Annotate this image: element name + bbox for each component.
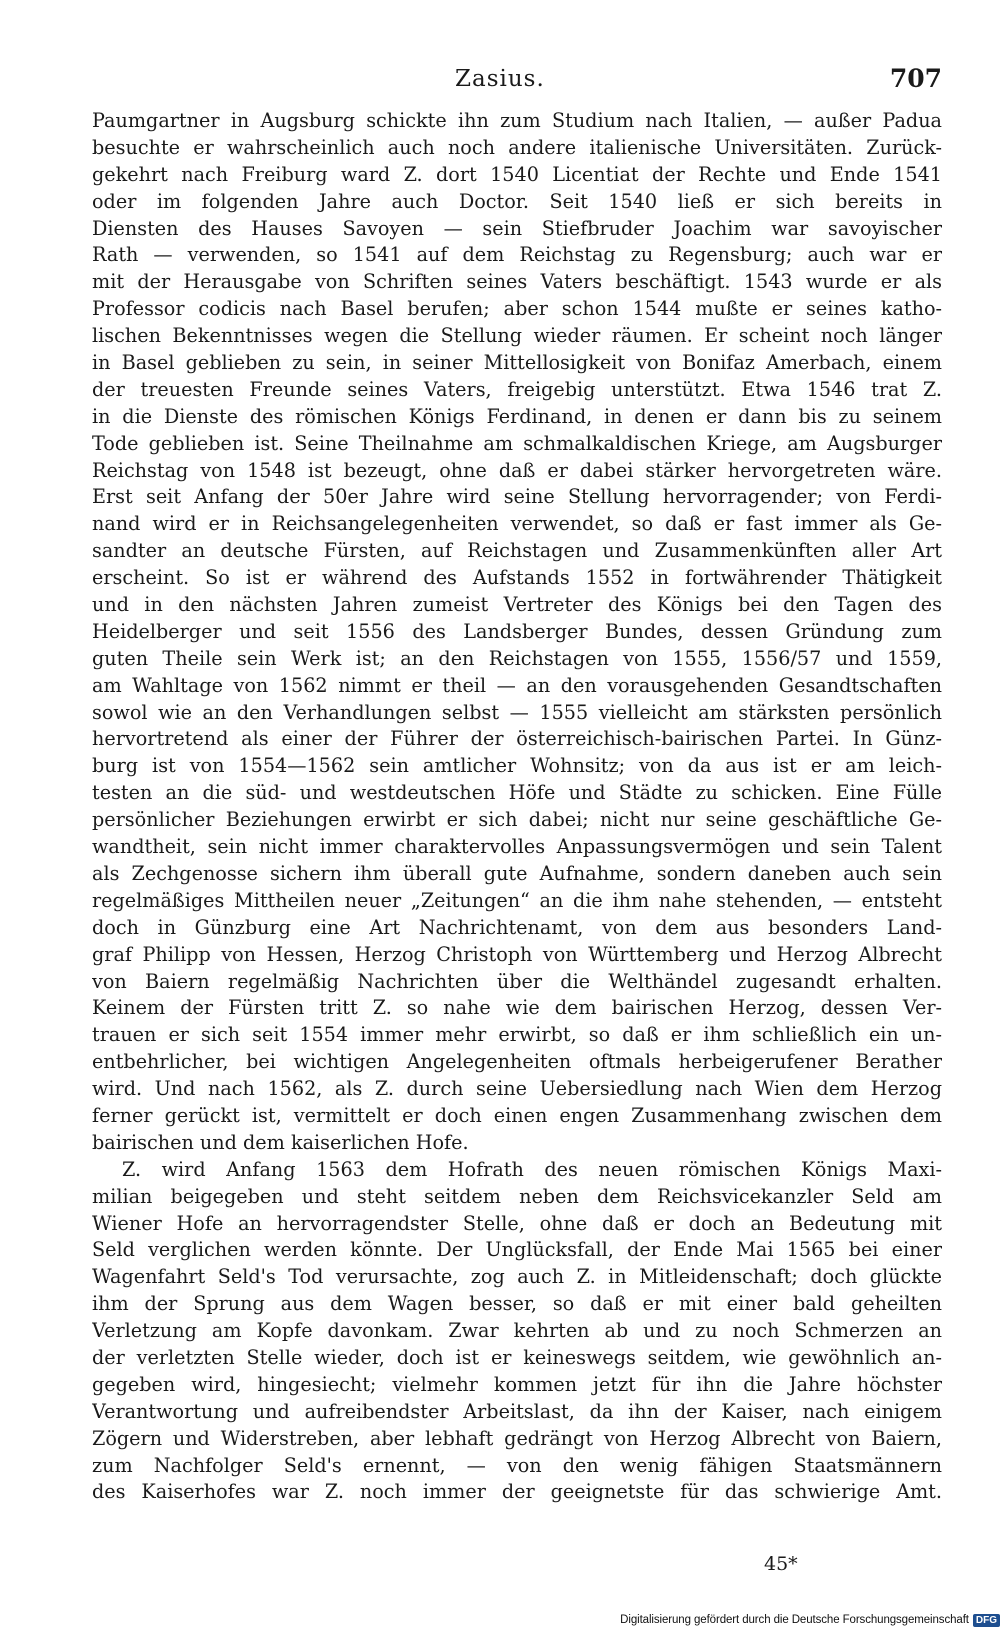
page-number: 707: [889, 64, 942, 93]
text-line: Wiener Hofe an hervorragendster Stelle, ohne daß er doch an Bedeutung mit: [92, 1211, 942, 1235]
text-line: sandter an deutsche Fürsten, auf Reichstagen und Zusammenkünften aller Art: [92, 539, 942, 563]
text-line: graf Philipp von Hessen, Herzog Christoph von Württemberg und Herzog Albrecht: [92, 942, 942, 966]
text-line: nand wird er in Reichsangelegenheiten verwendet, so daß er fast immer als Ge-: [92, 512, 942, 536]
text-line: doch in Günzburg eine Art Nachrichtenamt, von dem aus besonders Land-: [92, 915, 942, 939]
text-line: burg ist von 1554—1562 sein amtlicher Wohnsitz; von da aus ist er am leich-: [92, 754, 942, 778]
text-line: Heidelberger und seit 1556 des Landsberger Bundes, dessen Gründung zum: [92, 619, 942, 643]
text-line: testen an die süd- und westdeutschen Höfe und Städte zu schicken. Eine Fülle: [92, 781, 942, 805]
text-line: gegeben wird, hingesiecht; vielmehr kommen jetzt für ihn die Jahre höchster: [92, 1372, 942, 1396]
text-line: ferner gerückt ist, vermittelt er doch einen engen Zusammenhang zwischen dem: [92, 1103, 942, 1127]
text-line: milian beigegeben und steht seitdem neben dem Reichsvicekanzler Seld am: [92, 1184, 942, 1208]
text-line: Keinem der Fürsten tritt Z. so nahe wie dem bairischen Herzog, dessen Ver-: [92, 996, 942, 1020]
credit-text: Digitalisierung gefördert durch die Deutsche Forschungsgemeinschaft: [620, 1614, 969, 1626]
text-line: persönlicher Beziehungen erwirbt er sich dabei; nicht nur seine geschäftliche Ge-: [92, 808, 942, 832]
paragraph-end-line: bairischen und dem kaiserlichen Hofe.: [92, 1130, 469, 1154]
text-line: Rath — verwenden, so 1541 auf dem Reichstag zu Regensburg; auch war er: [92, 243, 942, 267]
digitization-credit: [620, 1611, 1000, 1629]
text-line: Verantwortung und aufreibendster Arbeitslast, da ihn der Kaiser, nach einigem: [92, 1399, 942, 1423]
text-line: und in den nächsten Jahren zumeist Vertreter des Königs bei den Tagen des: [92, 593, 942, 617]
text-line: Tode geblieben ist. Seine Theilnahme am schmalkaldischen Kriege, am Augsburger: [92, 431, 942, 455]
text-line: Zögern und Widerstreben, aber lebhaft gedrängt von Herzog Albrecht von Baiern,: [92, 1426, 942, 1450]
text-line: in die Dienste des römischen Königs Ferdinand, in denen er dann bis zu seinem: [92, 404, 942, 428]
text-line: der treuesten Freunde seines Vaters, freigebig unterstützt. Etwa 1546 trat Z.: [92, 377, 942, 401]
text-line: am Wahltage von 1562 nimmt er theil — an den vorausgehenden Gesandtschaften: [92, 673, 942, 697]
text-line: erscheint. So ist er während des Aufstands 1552 in fortwährender Thätigkeit: [92, 566, 942, 590]
text-line: sowol wie an den Verhandlungen selbst — 1555 vielleicht am stärksten persönlich: [92, 700, 942, 724]
text-line: ihm der Sprung aus dem Wagen besser, so daß er mit einer bald geheilten: [92, 1292, 942, 1316]
body-text: [92, 108, 942, 1506]
text-line: in Basel geblieben zu sein, in seiner Mittellosigkeit von Bonifaz Amerbach, einem: [92, 351, 942, 375]
text-line: wird. Und nach 1562, als Z. durch seine Uebersiedlung nach Wien dem Herzog: [92, 1077, 942, 1101]
paragraph-start-line: Z. wird Anfang 1563 dem Hofrath des neuen römischen Königs Maxi-: [122, 1157, 942, 1181]
text-line: oder im folgenden Jahre auch Doctor. Seit 1540 ließ er sich bereits in: [92, 189, 942, 213]
text-line: trauen er sich seit 1554 immer mehr erwirbt, so daß er ihm schließlich ein un-: [92, 1023, 942, 1047]
text-line: besuchte er wahrscheinlich auch noch andere italienische Universitäten. Zurück-: [92, 135, 942, 159]
text-line: von Baiern regelmäßig Nachrichten über die Welthändel zugesandt erhalten.: [92, 969, 942, 993]
text-line: Professor codicis nach Basel berufen; aber schon 1544 mußte er seines katho-: [92, 297, 942, 321]
text-line: Seld verglichen werden könnte. Der Unglücksfall, der Ende Mai 1565 bei einer: [92, 1238, 942, 1262]
text-line: wandtheit, sein nicht immer charaktervolles Anpassungsvermögen und sein Talent: [92, 835, 942, 859]
text-line: hervortretend als einer der Führer der österreichisch-bairischen Partei. In Günz-: [92, 727, 942, 751]
text-line: Wagenfahrt Seld's Tod verursachte, zog auch Z. in Mitleidenschaft; doch glückte: [92, 1265, 942, 1289]
running-head: Zasius.: [455, 66, 545, 92]
text-line: Verletzung am Kopfe davonkam. Zwar kehrten ab und zu noch Schmerzen an: [92, 1319, 942, 1343]
text-line: Erst seit Anfang der 50er Jahre wird seine Stellung hervorragender; von Ferdi-: [92, 485, 942, 509]
text-line: Diensten des Hauses Savoyen — sein Stiefbruder Joachim war savoyischer: [92, 216, 942, 240]
text-line: gekehrt nach Freiburg ward Z. dort 1540 Licentiat der Rechte und Ende 1541: [92, 162, 942, 186]
text-line: als Zechgenosse sichern ihm überall gute Aufnahme, sondern daneben auch sein: [92, 861, 942, 885]
signature-mark: 45*: [764, 1553, 798, 1575]
text-line: lischen Bekenntnisses wegen die Stellung wieder räumen. Er scheint noch länger: [92, 324, 942, 348]
text-line: der verletzten Stelle wieder, doch ist er keineswegs seitdem, wie gewöhnlich an-: [92, 1345, 942, 1369]
text-line: regelmäßiges Mittheilen neuer „Zeitungen“ an die ihm nahe stehenden, — entsteht: [92, 888, 942, 912]
text-line: Reichstag von 1548 ist bezeugt, ohne daß er dabei stärker hervorgetreten wäre.: [92, 458, 942, 482]
text-line: des Kaiserhofes war Z. noch immer der geeignetste für das schwierige Amt.: [92, 1480, 942, 1504]
dfg-logo-icon: DFG: [973, 1614, 1000, 1627]
text-line: mit der Herausgabe von Schriften seines Vaters beschäftigt. 1543 wurde er als: [92, 270, 942, 294]
text-line: entbehrlicher, bei wichtigen Angelegenheiten oftmals herbeigerufener Berather: [92, 1050, 942, 1074]
text-line: zum Nachfolger Seld's ernennt, — von den wenig fähigen Staatsmännern: [92, 1453, 942, 1477]
text-line: guten Theile sein Werk ist; an den Reichstagen von 1555, 1556/57 und 1559,: [92, 646, 942, 670]
text-line: Paumgartner in Augsburg schickte ihn zum Studium nach Italien, — außer Padua: [92, 109, 942, 132]
